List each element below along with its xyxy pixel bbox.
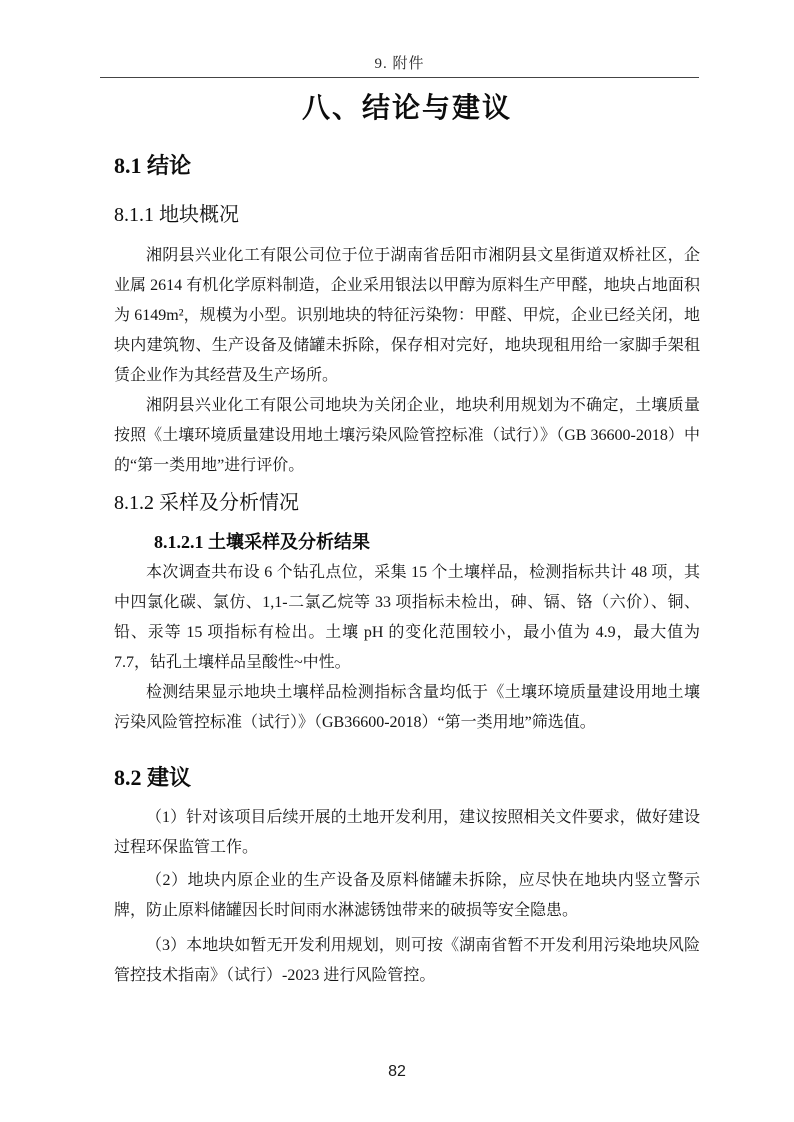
para-suggestion-1: （1）针对该项目后续开展的土地开发利用，建议按照相关文件要求，做好建设过程环保监管工作。	[114, 809, 700, 856]
page-number: 82	[388, 1063, 406, 1080]
document-content	[114, 78, 700, 991]
para-site-overview-2: 湘阴县兴业化工有限公司地块为关闭企业，地块利用规划为不确定，土壤质量按照《土壤环境质量建设用地土壤污染风险管控标准（试行）》（GB 36600-2018）中的“第一类用地”进行评价。	[114, 397, 700, 474]
header-running-title: 9. 附件	[374, 56, 425, 72]
para-site-overview-1: 湘阴县兴业化工有限公司位于位于湖南省岳阳市湘阴县文星街道双桥社区，企业属 2614 有机化学原料制造，企业采用银法以甲醇为原料生产甲醛，地块占地面积为 6149m²，规模为小型。识别地块的特征污染物：甲醛、甲烷，企业已经关闭，地块内建筑物、生产设备及储罐未拆除，保存相对完好，地块现租用给一家脚手架租赁企业作为其经营及生产场所。	[114, 247, 700, 384]
page-footer	[0, 1062, 794, 1082]
section-8-2-heading: 8.2 建议	[114, 765, 192, 790]
page-header	[100, 0, 699, 78]
section-8-1-1-heading: 8.1.1 地块概况	[114, 204, 239, 226]
para-sampling-results-1: 本次调查共布设 6 个钻孔点位，采集 15 个土壤样品，检测指标共计 48 项，其中四氯化碳、氯仿、1,1-二氯乙烷等 33 项指标未检出，砷、镉、铬（六价）、铜、铅、汞等 15 项指标有检出。土壤 pH 的变化范围较小，最小值为 4.9，最大值为 7.7，钻孔土壤样品呈酸性~中性。	[114, 564, 700, 671]
section-8-1-2-1-heading: 8.1.2.1 土壤采样及分析结果	[154, 532, 370, 552]
chapter-title: 八、结论与建议	[301, 92, 512, 123]
para-suggestion-2: （2）地块内原企业的生产设备及原料储罐未拆除，应尽快在地块内竖立警示牌，防止原料储罐因长时间雨水淋滤锈蚀带来的破损等安全隐患。	[114, 872, 700, 919]
section-8-1-2-heading: 8.1.2 采样及分析情况	[114, 492, 299, 514]
para-sampling-results-2: 检测结果显示地块土壤样品检测指标含量均低于《土壤环境质量建设用地土壤污染风险管控标准（试行）》（GB36600-2018）“第一类用地”筛选值。	[114, 684, 700, 731]
para-suggestion-3: （3）本地块如暂无开发利用规划，则可按《湖南省暂不开发利用污染地块风险管控技术指南》（试行）-2023 进行风险管控。	[114, 937, 700, 984]
section-8-1-heading: 8.1 结论	[114, 153, 192, 178]
